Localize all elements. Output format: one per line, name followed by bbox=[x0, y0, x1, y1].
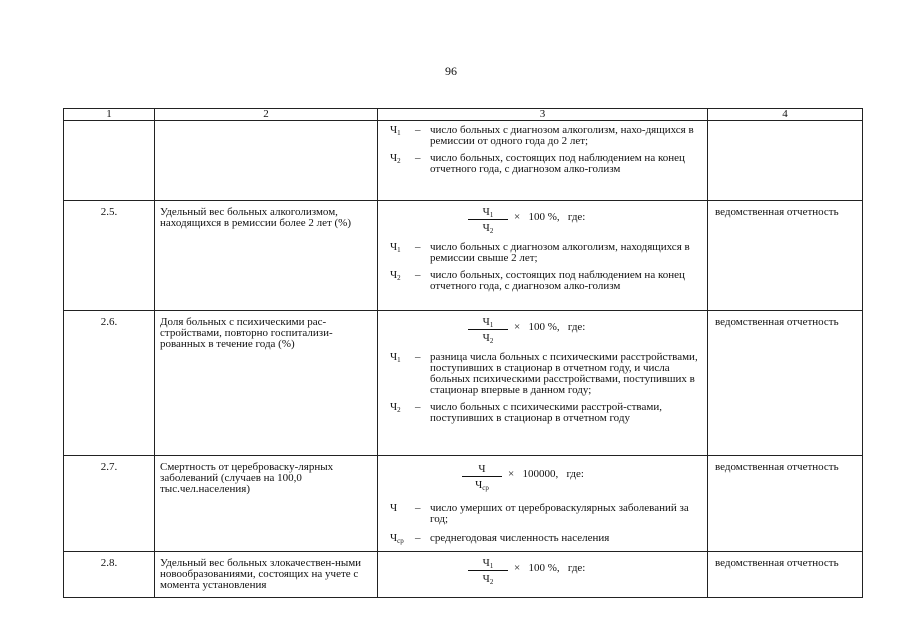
definition-item bbox=[378, 125, 707, 147]
number-cell bbox=[64, 121, 155, 201]
table-row bbox=[64, 552, 863, 598]
definition-text: среднегодовая численность населения bbox=[430, 532, 610, 544]
table-row-continuation bbox=[64, 121, 863, 201]
formula-cell bbox=[378, 456, 708, 552]
data-source: ведомственная отчетность bbox=[708, 311, 863, 456]
definition-dash: – bbox=[415, 124, 421, 136]
header-cell-4: 4 bbox=[708, 109, 863, 121]
header-cell-1: 1 bbox=[64, 109, 155, 121]
definition-dash: – bbox=[415, 269, 421, 281]
formula-rest: × 100000, где: bbox=[508, 468, 584, 480]
definition-item bbox=[378, 242, 707, 264]
definition-dash: – bbox=[415, 532, 421, 544]
indicator-name: Удельный вес больных алкоголизмом, находящихся в ремиссии более 2 лет (%) bbox=[155, 201, 378, 311]
table-row bbox=[64, 456, 863, 552]
definition-symbol: $Ч_2$ bbox=[390, 401, 401, 414]
fraction-numerator: Ч bbox=[478, 463, 486, 475]
indicator-name: Смертность от цереброваску-лярных заболеваний (случаев на 100,0 тыс.чел.населения) bbox=[155, 456, 378, 552]
definition-item bbox=[378, 533, 707, 544]
formula-cell bbox=[378, 121, 708, 201]
formula-rest: × 100 %, где: bbox=[514, 562, 586, 574]
definition-dash: – bbox=[415, 401, 421, 413]
definition-dash: – bbox=[415, 351, 421, 363]
fraction-numerator: $Ч_1$ bbox=[482, 206, 494, 219]
formula-rest: × 100 %, где: bbox=[514, 321, 586, 333]
fraction-bar bbox=[468, 329, 508, 330]
data-source: ведомственная отчетность bbox=[708, 552, 863, 598]
row-number: 2.8. bbox=[64, 552, 155, 598]
table-row bbox=[64, 311, 863, 456]
fraction-numerator: $Ч_1$ bbox=[482, 557, 494, 570]
definition-text: разница числа больных с психическими расстройствами, поступивших в стационар в отчетном году, и числа больных психическими расстройствами, поступивших в стационар впервые в данном году; bbox=[430, 351, 698, 396]
fraction-denominator: $Ч_{ср}$ bbox=[475, 479, 489, 492]
definition-item bbox=[378, 153, 707, 175]
definition-item bbox=[378, 503, 707, 525]
indicator-name: Доля больных с психическими рас-стройствами, повторно госпитализи-рованных в течение года (%) bbox=[155, 311, 378, 456]
definition-text: число больных с диагнозом алкоголизм, нахо-дящихся в ремиссии от одного года до 2 лет; bbox=[430, 124, 694, 147]
data-source: ведомственная отчетность bbox=[708, 201, 863, 311]
definition-text: число больных с психическими расстрой-ствами, поступивших в стационар в отчетном году bbox=[430, 401, 662, 424]
name-cell bbox=[155, 121, 378, 201]
header-cell-3: 3 bbox=[378, 109, 708, 121]
table-header-row bbox=[64, 109, 863, 121]
fraction bbox=[462, 463, 502, 491]
definition-item bbox=[378, 352, 707, 396]
row-number: 2.5. bbox=[64, 201, 155, 311]
fraction-bar bbox=[468, 219, 508, 220]
formula bbox=[378, 314, 707, 348]
indicators-table bbox=[63, 108, 863, 598]
definition-symbol: Ч bbox=[390, 502, 398, 514]
formula-cell bbox=[378, 201, 708, 311]
formula-rest: × 100 %, где: bbox=[514, 211, 586, 223]
indicator-name: Удельный вес больных злокачествен-ными новообразованиями, состоящих на учете с момента установления bbox=[155, 552, 378, 598]
fraction-denominator: $Ч_2$ bbox=[482, 222, 494, 235]
fraction bbox=[468, 557, 508, 585]
definition-text: число больных с диагнозом алкоголизм, находящихся в ремиссии свыше 2 лет; bbox=[430, 241, 690, 264]
table-row bbox=[64, 201, 863, 311]
fraction-denominator: $Ч_2$ bbox=[482, 573, 494, 586]
definition-dash: – bbox=[415, 241, 421, 253]
source-cell bbox=[708, 121, 863, 201]
fraction bbox=[468, 206, 508, 234]
row-number: 2.6. bbox=[64, 311, 155, 456]
definition-item bbox=[378, 402, 707, 424]
row-number: 2.7. bbox=[64, 456, 155, 552]
definition-symbol: $Ч_1$ bbox=[390, 241, 401, 254]
definition-dash: – bbox=[415, 502, 421, 514]
definition-text: число умерших от цереброваскулярных заболеваний за год; bbox=[430, 502, 689, 525]
definition-symbol: $Ч_2$ bbox=[390, 269, 401, 282]
formula-cell bbox=[378, 311, 708, 456]
fraction-bar bbox=[462, 476, 502, 477]
formula bbox=[378, 459, 707, 499]
page-number: 96 bbox=[445, 64, 457, 78]
fraction bbox=[468, 316, 508, 344]
definition-text: число больных, состоящих под наблюдением на конец отчетного года, с диагнозом алко-голизм bbox=[430, 269, 685, 292]
formula-cell bbox=[378, 552, 708, 598]
header-cell-2: 2 bbox=[155, 109, 378, 121]
definition-dash: – bbox=[415, 152, 421, 164]
definition-symbol: $Ч_1$ bbox=[390, 124, 401, 137]
formula bbox=[378, 204, 707, 238]
definition-item bbox=[378, 270, 707, 292]
fraction-denominator: $Ч_2$ bbox=[482, 332, 494, 345]
definition-symbol: $Ч_2$ bbox=[390, 152, 401, 165]
definition-symbol: $Ч_1$ bbox=[390, 351, 401, 364]
fraction-numerator: $Ч_1$ bbox=[482, 316, 494, 329]
formula bbox=[378, 555, 707, 589]
fraction-bar bbox=[468, 570, 508, 571]
definition-symbol: $Ч_{ср}$ bbox=[390, 532, 404, 545]
data-source: ведомственная отчетность bbox=[708, 456, 863, 552]
definition-text: число больных, состоящих под наблюдением на конец отчетного года, с диагнозом алко-голизм bbox=[430, 152, 685, 175]
